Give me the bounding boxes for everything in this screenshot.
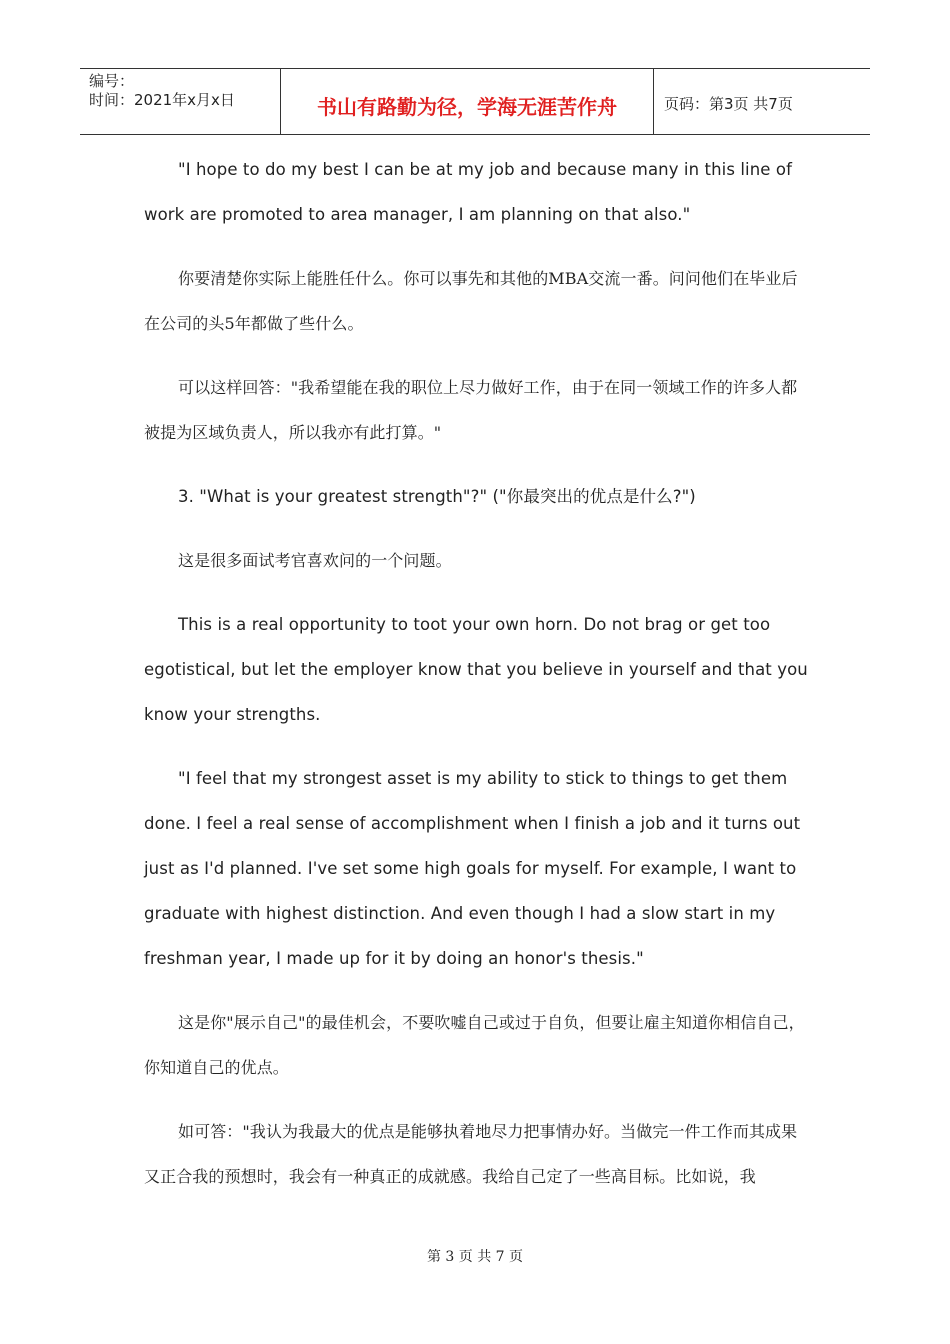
paragraph: 可以这样回答："我希望能在我的职位上尽力做好工作，由于在同一领域工作的许多人都被提为区域负责人，所以我亦有此打算。" xyxy=(144,378,798,442)
paragraph: 如可答："我认为我最大的优点是能够执着地尽力把事情办好。当做完一件工作而其成果又正合我的预想时，我会有一种真正的成就感。我给自己定了一些高目标。比如说，我 xyxy=(144,1122,798,1186)
paragraph: "I hope to do my best I can be at my job and because many in this line of work are promoted to area manager, I am planning on that also." xyxy=(144,160,792,224)
paragraph: 这是你"展示自己"的最佳机会，不要吹嘘自己或过于自负，但要让雇主知道你相信自己，你知道自己的优点。 xyxy=(144,1013,805,1077)
paragraph: 这是很多面试考官喜欢问的一个问题。 xyxy=(178,551,452,570)
time-label: 时间：2021年x月x日 xyxy=(89,91,235,109)
document-body xyxy=(144,147,810,1218)
paragraph: 你要清楚你实际上能胜任什么。你可以事先和其他的MBA交流一番。问问他们在毕业后在公司的头5年都做了些什么。 xyxy=(144,269,798,333)
header-meta xyxy=(80,69,281,134)
serial-label: 编号： xyxy=(89,72,135,90)
paragraph: This is a real opportunity to toot your own horn. Do not brag or get too egotistical, but let the employer know that you believe in yourself and that you know your strengths. xyxy=(144,615,808,724)
question-heading: 3. "What is your greatest strength"?" ("你最突出的优点是什么?") xyxy=(178,487,696,506)
header-motto: 书山有路勤为径，学海无涯苦作舟 xyxy=(281,69,654,134)
page-footer: 第 3 页 共 7 页 xyxy=(426,1249,524,1265)
paragraph: "I feel that my strongest asset is my ability to stick to things to get them done. I feel a real sense of accomplishment when I finish a job and it turns out just as I'd planned. I've set some high goals for myself. For example, I want to graduate with highest distinction. And even though I had a slow start in my freshman year, I made up for it by doing an honor's thesis." xyxy=(144,769,801,968)
page-header xyxy=(80,68,870,135)
header-page-info: 页码：第3页 共7页 xyxy=(664,95,793,113)
